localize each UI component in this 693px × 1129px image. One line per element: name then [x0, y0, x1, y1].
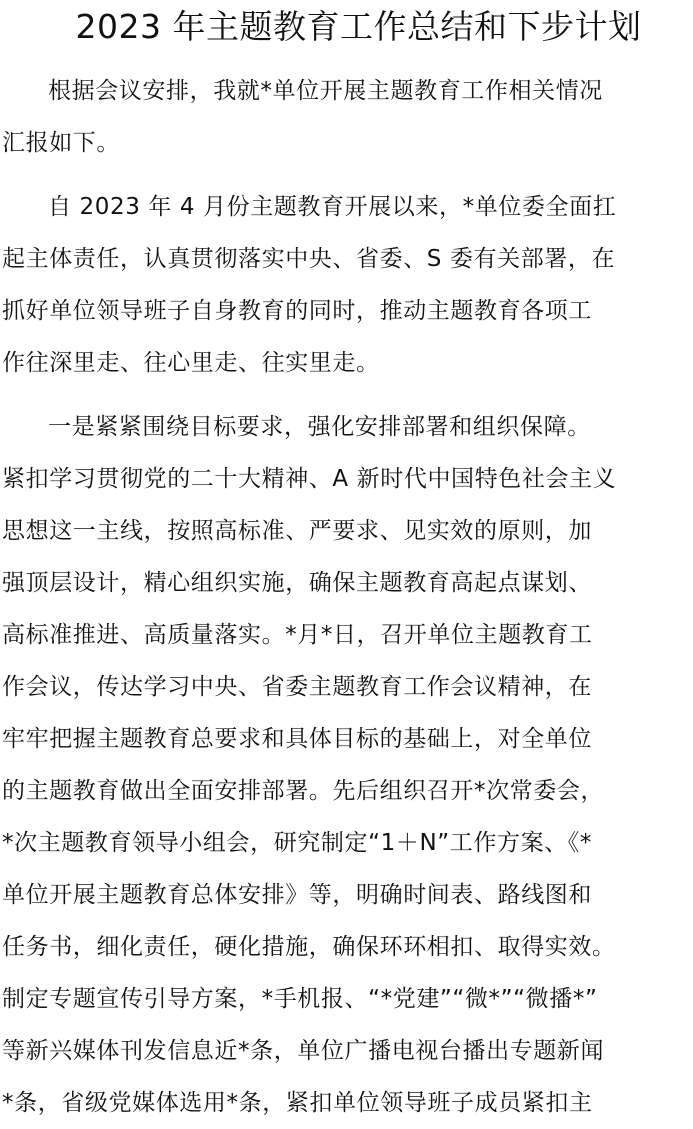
text-line: 作会议，传达学习中央、省委主题教育工作会议精神，在	[2, 674, 592, 700]
document-title: 2023 年主题教育工作总结和下步计划	[75, 7, 642, 46]
text-line: 等新兴媒体刊发信息近*条，单位广播电视台播出专题新闻	[2, 1038, 605, 1064]
text-line: 起主体责任，认真贯彻落实中央、省委、S 委有关部署，在	[2, 246, 616, 272]
paragraph-point-one	[2, 401, 690, 1129]
text-line: 任务书，细化责任，硬化措施，确保环环相扣、取得实效。	[2, 934, 616, 960]
text-line: 牢牢把握主题教育总要求和具体目标的基础上，对全单位	[2, 726, 592, 752]
paragraph-overview	[2, 181, 690, 389]
text-line: 紧扣学习贯彻党的二十大精神、A 新时代中国特色社会主义	[2, 466, 617, 492]
text-line: 的主题教育做出全面安排部署。先后组织召开*次常委会，	[2, 778, 605, 804]
text-line: 制定专题宣传引导方案，*手机报、“*党建”“微*”“微播*”	[2, 986, 598, 1012]
text-line: *次主题教育领导小组会，研究制定“1＋N”工作方案、《*	[2, 830, 592, 856]
text-line: 抓好单位领导班子自身教育的同时，推动主题教育各项工	[2, 298, 592, 324]
text-line: 单位开展主题教育总体安排》等，明确时间表、路线图和	[2, 882, 592, 908]
text-line: 汇报如下。	[2, 130, 120, 156]
text-line: 高标准推进、高质量落实。*月*日，召开单位主题教育工	[2, 622, 593, 648]
text-line: *条，省级党媒体选用*条，紧扣单位领导班子成员紧扣主	[2, 1090, 593, 1116]
text-line: 自 2023 年 4 月份主题教育开展以来，*单位委全面扛	[48, 194, 617, 220]
text-line: 作往深里走、往心里走、往实里走。	[2, 350, 380, 376]
text-line: 强顶层设计，精心组织实施，确保主题教育高起点谋划、	[2, 570, 592, 596]
text-line: 根据会议安排，我就*单位开展主题教育工作相关情况	[48, 78, 603, 104]
text-line: 思想这一主线，按照高标准、严要求、见实效的原则，加	[2, 518, 592, 544]
paragraph-intro	[2, 65, 690, 169]
text-line: 一是紧紧围绕目标要求，强化安排部署和组织保障。	[48, 414, 591, 440]
